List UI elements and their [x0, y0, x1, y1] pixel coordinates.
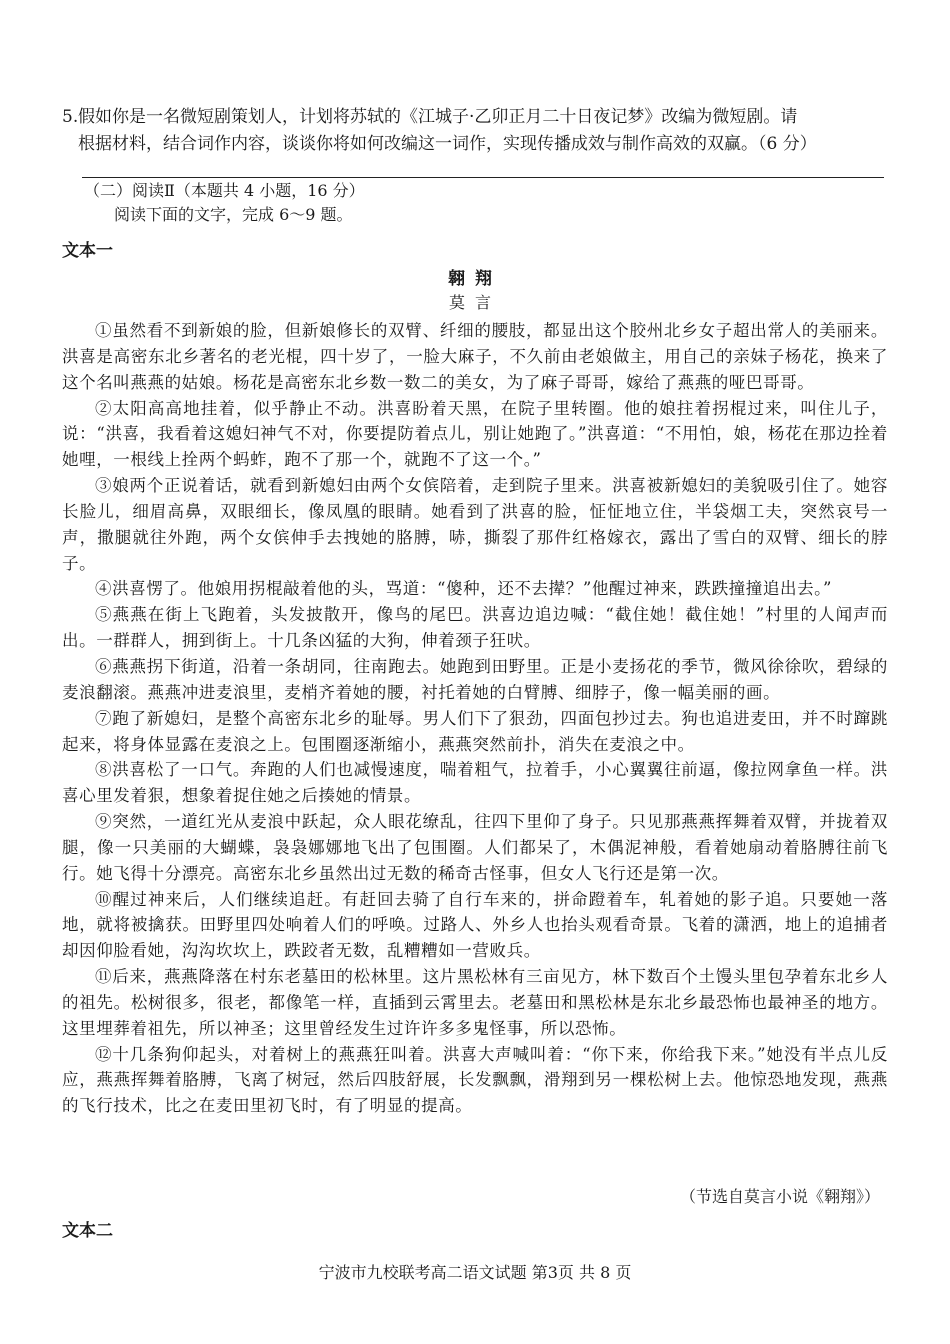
paragraph: ②太阳高高地挂着，似乎静止不动。洪喜盼着天黑，在院子里转圈。他的娘拄着拐棍过来，叫住儿子，说：“洪喜，我看着这媳妇神气不对，你要提防着点儿，别让她跑了。”洪喜道：“不用怕，娘，杨花在那边拴着她哩，一根线上拴两个蚂蚱，跑不了那一个，就跑不了这一个。” — [62, 398, 888, 470]
article-title: 翱翔 — [448, 269, 502, 289]
section-instruction: 阅读下面的文字，完成 6～9 题。 — [114, 205, 353, 224]
section-heading: （二）阅读Ⅱ（本题共 4 小题，16 分） — [84, 181, 365, 200]
question-number: 5. — [62, 107, 79, 127]
question-5-line-1 — [62, 104, 892, 131]
paragraph: ③娘两个正说着话，就看到新媳妇由两个女傧陪着，走到院子里来。洪喜被新媳妇的美貌吸引住了。她容长脸儿，细眉高鼻，双眼细长，像凤凰的眼睛。她看到了洪喜的脸，怔怔地立住，半袋烟工夫，突然哀号一声，撒腿就往外跑，两个女傧伸手去拽她的胳膊，哧，撕裂了那件红格嫁衣，露出了雪白的双臂、细长的脖子。 — [62, 476, 888, 573]
paragraph: ⑥燕燕拐下街道，沿着一条胡同，往南跑去。她跑到田野里。正是小麦扬花的季节，微风徐徐吹，碧绿的麦浪翻滚。燕燕冲进麦浪里，麦梢齐着她的腰，衬托着她的白臂膊、细脖子，像一幅美丽的画。 — [62, 656, 888, 702]
paragraph: ⑫十几条狗仰起头，对着树上的燕燕狂叫着。洪喜大声喊叫着：“你下来，你给我下来。”她没有半点儿反应，燕燕挥舞着胳膊，飞离了树冠，然后四肢舒展，长发飘飘，滑翔到另一棵松树上去。他惊恐地发现，燕燕的飞行技术，比之在麦田里初飞时，有了明显的提高。 — [62, 1044, 888, 1116]
article-body — [62, 318, 888, 1119]
answer-line — [82, 177, 884, 178]
text-one-label: 文本一 — [62, 241, 113, 261]
paragraph: ⑪后来，燕燕降落在村东老墓田的松林里。这片黑松林有三亩见方，林下数百个土馒头里包孕着东北乡人的祖先。松树很多，很老，都像笔一样，直插到云霄里去。老墓田和黑松林是东北乡最恐怖也最神圣的地方。这里埋葬着祖先，所以神圣；这里曾经发生过许许多多鬼怪事，所以恐怖。 — [62, 967, 888, 1038]
article-author: 莫言 — [448, 293, 501, 312]
question-5 — [62, 104, 892, 158]
paragraph: ⑦跑了新媳妇，是整个高密东北乡的耻辱。男人们下了狠劲，四面包抄过去。狗也追进麦田，并不时蹿跳起来，将身体显露在麦浪之上。包围圈逐渐缩小，燕燕突然前扑，消失在麦浪之中。 — [62, 708, 888, 754]
article-source: （节选自莫言小说《翱翔》） — [679, 1187, 880, 1206]
paragraph: ⑤燕燕在街上飞跑着，头发披散开，像鸟的尾巴。洪喜边追边喊：“截住她！截住她！”村里的人闻声而出。一群群人，拥到街上。十几条凶猛的大狗，伸着颈子狂吠。 — [62, 605, 888, 651]
paragraph: ④洪喜愣了。他娘用拐棍敲着他的头，骂道：“傻种，还不去撵？”他醒过神来，跌跌撞撞追出去。” — [95, 579, 833, 599]
paragraph: ⑩醒过神来后，人们继续追赶。有赶回去骑了自行车来的，拼命蹬着车，轧着她的影子追。只要她一落地，就将被擒获。田野里四处响着人们的呼唤。过路人、外乡人也抬头观看奇景。飞着的潇洒，地上的追捕者却因仰脸看她，沟沟坎坎上，跌跤者无数，乱糟糟如一营败兵。 — [62, 889, 888, 961]
paragraph: ①虽然看不到新娘的脸，但新娘修长的双臂、纤细的腰肢，都显出这个胶州北乡女子超出常人的美丽来。洪喜是高密东北乡著名的老光棍，四十岁了，一脸大麻子，不久前由老娘做主，用自己的亲妹子杨花，换来了这个名叫燕燕的姑娘。杨花是高密东北乡数一数二的美女，为了麻子哥哥，嫁给了燕燕的哑巴哥哥。 — [62, 321, 888, 392]
text-two-label: 文本二 — [62, 1221, 113, 1241]
page-footer: 宁波市九校联考高二语文试题 第3页 共 8 页 — [318, 1263, 632, 1282]
question-text-line-2: 根据材料，结合词作内容，谈谈你将如何改编这一词作，实现传播成效与制作高效的双赢。（6 分） — [78, 134, 817, 154]
paragraph: ⑧洪喜松了一口气。奔跑的人们也减慢速度，喘着粗气，拉着手，小心翼翼往前逼，像拉网拿鱼一样。洪喜心里发着狠，想象着捉住她之后揍她的情景。 — [62, 760, 888, 806]
paragraph: ⑨突然，一道红光从麦浪中跃起，众人眼花缭乱，往四下里仰了身子。只见那燕燕挥舞着双臂，并拢着双腿，像一只美丽的大蝴蝶，袅袅娜娜地飞出了包围圈。人们都呆了，木偶泥神般，看着她扇动着胳膊往前飞行。她飞得十分漂亮。高密东北乡虽然出过无数的稀奇古怪事，但女人飞行还是第一次。 — [62, 812, 888, 883]
question-text-line-1: 假如你是一名微短剧策划人，计划将苏轼的《江城子·乙卯正月二十日夜记梦》改编为微短剧。请 — [78, 107, 798, 127]
